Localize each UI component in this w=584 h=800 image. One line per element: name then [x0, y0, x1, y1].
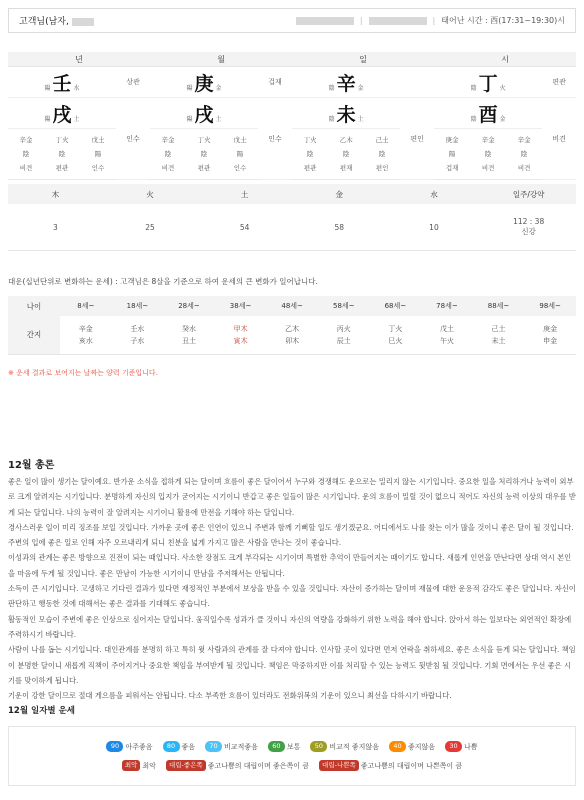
yinyang: 陰	[328, 84, 335, 92]
daeun-age: 8세~	[60, 296, 112, 316]
legend-item: 대립-나쁜쪽 좋고나쁨의 대립이며 나쁜쪽이 큼	[319, 760, 462, 771]
stem-char: 壬	[52, 72, 72, 95]
daeun-ganji: 壬水 子水	[112, 316, 164, 355]
yinyang: 陽	[186, 84, 193, 92]
legend-item: 50 비교적 좋지않음	[310, 741, 379, 752]
month-branch	[150, 98, 258, 129]
hidden-stem: 辛金 陰 비견	[150, 129, 186, 180]
pillar-hour-header: 시	[434, 52, 576, 67]
daeun-note: 대운(십년단위로 변화하는 운세) : 고객님은 8살을 기준으로 하여 운세의 큰 변화가 일어납니다.	[8, 277, 318, 286]
daily-title: 12월 일자별 운세	[8, 706, 76, 716]
hidden-stem: 己土 陰 편인	[364, 129, 400, 180]
element: 火	[499, 84, 506, 92]
day-stem	[292, 67, 400, 98]
element-header: 土	[197, 184, 292, 204]
customer-name-text: 고객님(남자,	[19, 17, 69, 27]
yinyang: 陰	[470, 84, 477, 92]
element-header: 木	[8, 184, 103, 204]
strength-header: 일주/강약	[481, 184, 576, 204]
daily-legend	[8, 726, 576, 786]
yinyang: 陰	[328, 115, 335, 123]
hidden-stem: 辛金 陰 비견	[506, 129, 542, 180]
element: 金	[357, 84, 364, 92]
customer-name	[19, 14, 94, 27]
element-value: 10	[387, 204, 482, 251]
element-value: 54	[197, 204, 292, 251]
hidden-stem: 戊土 陽 인수	[80, 129, 116, 180]
legend-item: 70 비교적좋음	[205, 741, 258, 752]
element: 金	[215, 84, 222, 92]
daeun-ganji-current: 甲木 寅木	[215, 316, 267, 355]
daeun-age: 78세~	[421, 296, 473, 316]
year-branch	[8, 98, 116, 129]
daeun-age: 28세~	[163, 296, 215, 316]
divider: |	[359, 16, 363, 25]
stem-row	[8, 67, 576, 98]
hidden-stem: 庚金 陽 겁재	[434, 129, 470, 180]
element-value: 3	[8, 204, 103, 251]
ten-god-label: 비견	[542, 98, 576, 180]
ten-god-label	[400, 67, 434, 98]
element-value: 58	[292, 204, 387, 251]
element: 土	[357, 115, 364, 123]
branch-char: 戌	[194, 103, 214, 126]
daeun-ganji: 乙木 卯木	[266, 316, 318, 355]
legend-item: 60 보통	[268, 741, 301, 752]
paragraph: 활동적인 모습이 주변에 좋은 인상으로 심어지는 달입니다. 움직일수록 성과가 클 것이니 자신의 역량을 강화하기 위한 노력을 해야 합니다. 앉아서 하는 일보다는 외연적인 확장에 주력하시기 바랍니다.	[8, 614, 572, 639]
yinyang: 陽	[186, 115, 193, 123]
element: 土	[215, 115, 222, 123]
daeun-age: 98세~	[524, 296, 576, 316]
hidden-stem: 辛金 陰 비견	[470, 129, 506, 180]
five-elements-header-row	[8, 184, 576, 204]
strength-ratio: 112 : 38	[513, 217, 545, 226]
branch-row	[8, 98, 576, 129]
element: 金	[499, 115, 506, 123]
stem-char: 庚	[194, 72, 214, 95]
hour-stem	[434, 67, 542, 98]
paragraph: 좋은 일이 많이 생기는 달이예요. 반가운 소식을 접하게 되는 달이며 흐름이 좋은 달이어서 누구와 경쟁해도 운으로는 밀리지 않는 시기입니다. 중요한 일을 처리하거나 능력이 외부로 크게 알려지는 시기입니다. 분명하게 자신의 입지가 굳어지는 시기이니 반갑고 좋은 일들이 많은 시기입니다. 운의 흐름이 밀릴 것이 없으니 적어도 자신의 능력 이상의 대우를 받게 되는 달입니다. 나의 능력이 잘 알려지는 시기이니 활용에 만전을 기해야 하는 달입니다.	[8, 477, 576, 517]
paragraph: 소득이 큰 시기입니다. 고생하고 기다린 결과가 있다면 재정적인 부분에서 보상을 받을 수 있을 것입니다. 자산이 증가하는 달이며 재물에 대한 운용적 감각도 좋은 달입니다. 자신이 판단하고 행동한 것에 대해서는 좋은 결과를 기대해도 좋습니다.	[8, 584, 576, 609]
score-legend-row	[9, 741, 575, 752]
ten-god-label: 인수	[116, 98, 150, 180]
pillar-day-header: 일	[292, 52, 434, 67]
masked-birth-date	[296, 17, 354, 25]
element-value: 25	[103, 204, 198, 251]
ganji-label: 간지	[8, 316, 60, 355]
hidden-stem: 乙木 陰 편재	[328, 129, 364, 180]
legend-item: 대립-좋은쪽 좋고나쁨의 대립이며 좋은쪽이 큼	[166, 760, 309, 771]
paragraph: 경사스러운 일이 미리 징조를 보일 것입니다. 가까운 곳에 좋은 인연이 있으니 주변과 함께 기뻐할 일도 생기겠군요. 어디에서도 나를 찾는 이가 많을 것이니 좋은 달이 될 것입니다. 주변의 입에 좋은 일로 인해 자주 오르내리게 되니 친분을 넓게 가지고 많은 사람을 만나는 것이 좋습니다.	[8, 522, 574, 548]
month-stem	[150, 67, 258, 98]
year-stem	[8, 67, 116, 98]
yinyang: 陽	[44, 84, 51, 92]
pillar-month-header: 월	[150, 52, 292, 67]
pillar-year-header: 년	[8, 52, 150, 67]
paragraph: 기운이 강한 달이므로 절대 게으름을 피워서는 안됩니다. 다소 부족한 흐름이 있더라도 전화위복의 기운이 있으니 최선을 다하시기 바랍니다.	[8, 691, 452, 701]
five-elements-table	[8, 184, 576, 251]
daeun-age-row	[8, 296, 576, 316]
element: 土	[73, 115, 80, 123]
element-header: 水	[387, 184, 482, 204]
branch-char: 未	[336, 103, 356, 126]
customer-header	[8, 8, 576, 33]
five-elements-value-row	[8, 204, 576, 251]
hidden-stem: 辛金 陰 비견	[8, 129, 44, 180]
pillar-header-row	[8, 52, 576, 67]
legend-item: 40 좋지않음	[389, 741, 435, 752]
tag-legend-row	[9, 760, 575, 771]
age-label: 나이	[8, 296, 60, 316]
legend-item: 최악 최악	[122, 760, 156, 771]
hidden-stem: 戊土 陽 인수	[222, 129, 258, 180]
hidden-stems-row	[8, 129, 576, 180]
ten-god-label: 겁재	[258, 67, 292, 98]
ten-god-label: 인수	[258, 98, 292, 180]
hidden-stem: 丁火 陰 편관	[44, 129, 80, 180]
daeun-ganji: 己土 未土	[473, 316, 525, 355]
day-branch	[292, 98, 400, 129]
daeun-age: 18세~	[112, 296, 164, 316]
element-header: 火	[103, 184, 198, 204]
branch-char: 酉	[478, 103, 498, 126]
daeun-ganji-row	[8, 316, 576, 355]
hidden-stem: 丁火 陰 편관	[186, 129, 222, 180]
legend-item: 30 나쁨	[445, 741, 478, 752]
element: 水	[73, 84, 80, 92]
masked-lunar-date	[369, 17, 427, 25]
daeun-ganji: 辛金 亥水	[60, 316, 112, 355]
ten-god-label: 편관	[542, 67, 576, 98]
paragraph: 이성과의 관계는 좋은 방향으로 진전이 되는 때입니다. 사소한 장점도 크게 부각되는 시기이며 특별한 추억이 만들어지는 때이기도 합니다. 새롭게 인연을 만난다면 상대 역시 본인을 마음에 두게 될 것입니다. 좋은 만남이 가능한 시기이니 만남을 주저해서는 안됩니다.	[8, 553, 572, 578]
monthly-text	[8, 474, 576, 703]
masked-age	[72, 18, 94, 26]
legend-item: 80 좋음	[163, 741, 196, 752]
yinyang: 陽	[44, 115, 51, 123]
stem-char: 辛	[336, 72, 356, 95]
daeun-ganji: 癸水 丑土	[163, 316, 215, 355]
saju-table	[8, 52, 576, 180]
daeun-ganji: 丁火 巳火	[370, 316, 422, 355]
strength-value	[481, 204, 576, 251]
hour-branch	[434, 98, 542, 129]
branch-char: 戌	[52, 103, 72, 126]
strength-result: 신강	[521, 227, 536, 236]
paragraph: 사람이 나를 돕는 시기입니다. 대인관계를 분명히 하고 특히 윗 사람과의 관계를 잘 다져야 합니다. 인사할 곳이 있다면 먼저 연락을 취하세요. 좋은 소식을 듣게 되는 달입니다. 책임이 분명한 달이니 새롭게 직책이 주어지거나 중요한 책임을 부여받게 될 것입니다. 책임은 막중하지만 이를 처리할 수 있는 능력도 뒷받침 될 것입니다. 기회 면에서는 우선 좋은 시기를 맞이하게 됩니다.	[8, 645, 576, 685]
element-header: 金	[292, 184, 387, 204]
ten-god-label: 편인	[400, 98, 434, 180]
daeun-ganji: 戊土 午火	[421, 316, 473, 355]
daeun-ganji: 庚金 申金	[524, 316, 576, 355]
monthly-title: 12월 총론	[8, 460, 55, 471]
daeun-age: 38세~	[215, 296, 267, 316]
daeun-age: 58세~	[318, 296, 370, 316]
daeun-age: 48세~	[266, 296, 318, 316]
divider: |	[432, 16, 436, 25]
daeun-ganji: 丙火 辰土	[318, 316, 370, 355]
daeun-table	[8, 296, 576, 355]
ten-god-label: 상관	[116, 67, 150, 98]
stem-char: 丁	[478, 72, 498, 95]
birth-time: 태어난 시간 : 酉(17:31~19:30)시	[441, 16, 565, 25]
daeun-age: 88세~	[473, 296, 525, 316]
legend-item: 90 아주좋음	[106, 741, 152, 752]
yinyang: 陰	[470, 115, 477, 123]
date-warning: ※ 운세 결과로 보여지는 날짜는 양력 기준입니다.	[8, 369, 158, 377]
hidden-stem: 丁火 陰 편관	[292, 129, 328, 180]
daeun-age: 68세~	[370, 296, 422, 316]
